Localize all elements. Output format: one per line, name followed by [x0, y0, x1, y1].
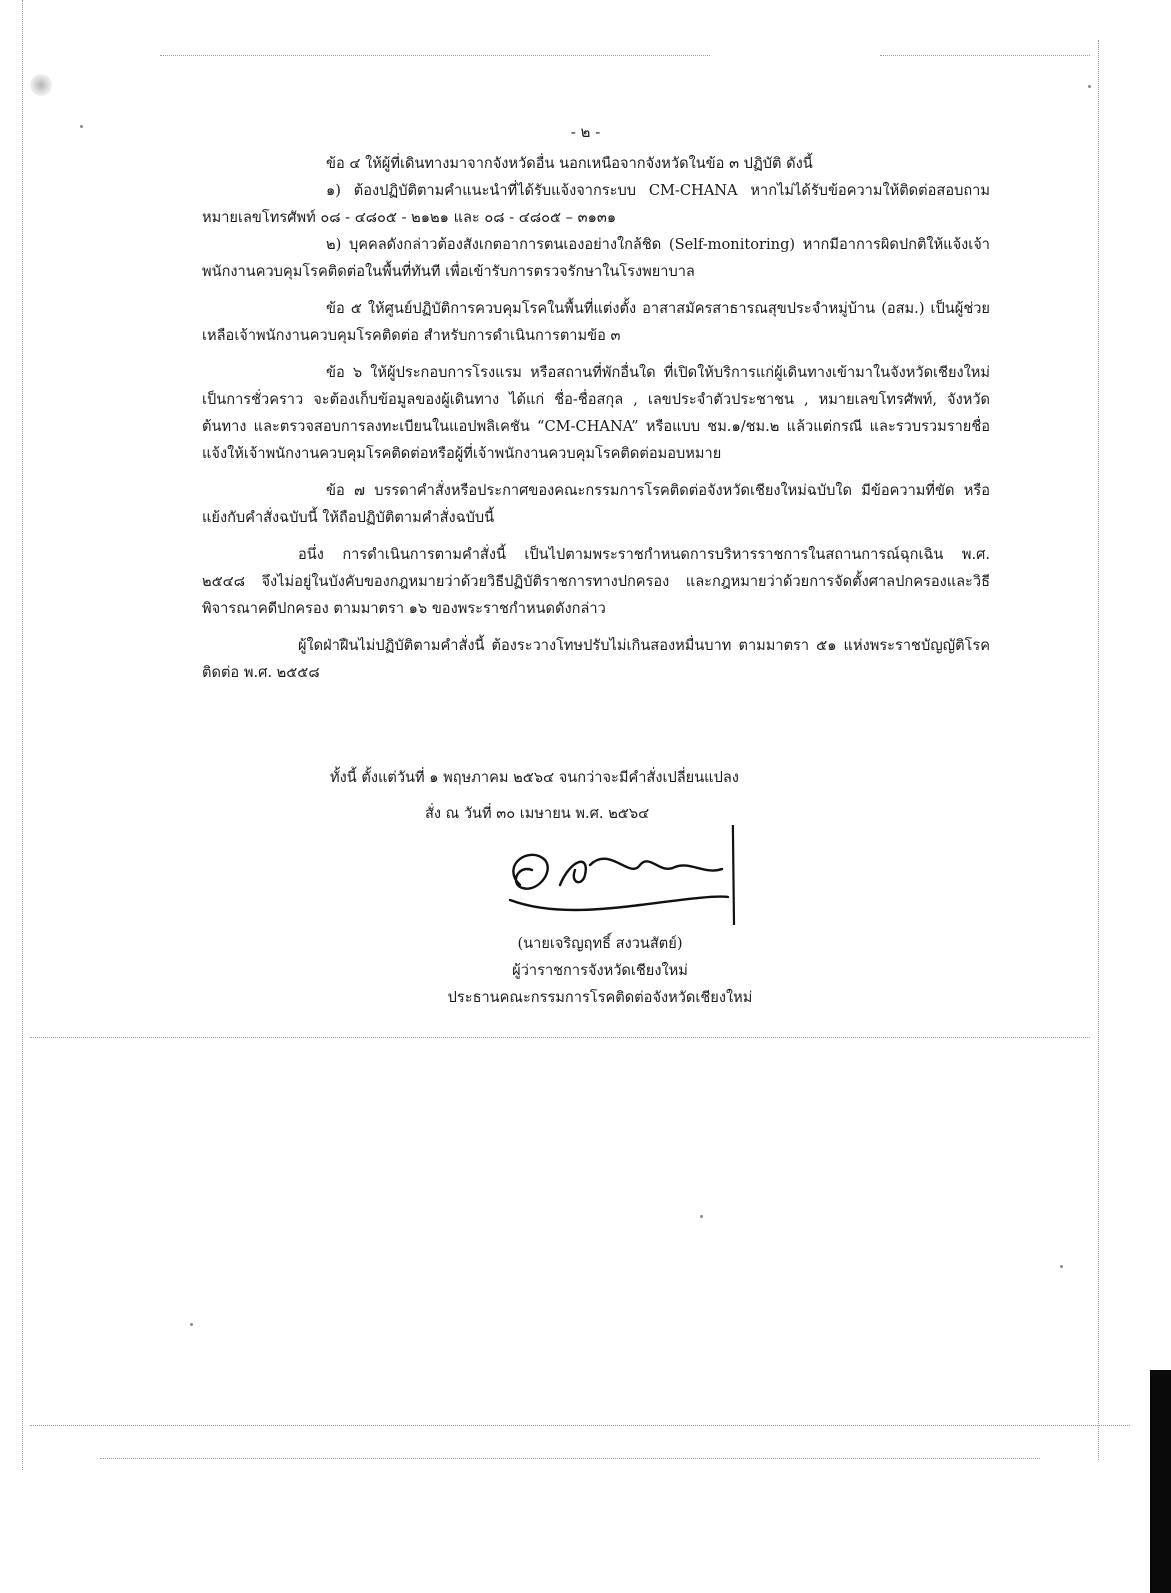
clause-7: ข้อ ๗ บรรดาคำสั่งหรือประกาศของคณะกรรมการโรคติดต่อจังหวัดเชียงใหม่ฉบับใด มีข้อความที่ขัด หรือแย้งกับคำสั่งฉบับนี้ ให้ถือปฏิบัติตามคำสั่งฉบับนี้: [202, 482, 990, 526]
handwritten-signature: [490, 825, 740, 945]
clause-4-item-1: ๑) ต้องปฏิบัติตามคำแนะนำที่ได้รับแจ้งจากระบบ CM-CHANA หากไม่ได้รับข้อความให้ติดต่อสอบถามหมายเลขโทรศัพท์ ๐๘ - ๔๘๐๕ - ๒๑๒๑ และ ๐๘ - ๔๘๐๕ – ๓๑๓๑: [202, 182, 990, 226]
clause-4-item-2: ๒) บุคคลดังกล่าวต้องสังเกตอาการตนเองอย่างใกล้ชิด (Self-monitoring) หากมีอาการผิดปกติให้แจ้งเจ้าพนักงานควบคุมโรคติดต่อในพื้นที่ทันที เพื่อเข้ารับการตรวจรักษาในโรงพยาบาล: [202, 236, 990, 280]
legal-note: อนึ่ง การดำเนินการตามคำสั่งนี้ เป็นไปตามพระราชกำหนดการบริหารราชการในสถานการณ์ฉุกเฉิน พ.ศ. ๒๕๔๘ จึงไม่อยู่ในบังคับของกฎหมายว่าด้วยวิธีปฏิบัติราชการทางปกครอง และกฎหมายว่าด้วยการจัดตั้งศาลปกครองและวิธีพิจารณาคดีปกครอง ตามมาตรา ๑๖ ของพระราชกำหนดดังกล่าว: [202, 546, 990, 617]
mid-scan-line: [30, 1037, 1090, 1038]
scan-edge-shadow: [1150, 1370, 1171, 1593]
effective-date-line: ทั้งนี้ ตั้งแต่วันที่ ๑ พฤษภาคม ๒๕๖๔ จนกว่าจะมีคำสั่งเปลี่ยนแปลง: [330, 769, 739, 786]
top-scan-line: [160, 55, 710, 56]
scan-smudge: [30, 74, 52, 96]
clause-4: ข้อ ๔ ให้ผู้ที่เดินทางมาจากจังหวัดอื่น นอกเหนือจากจังหวัดในข้อ ๓ ปฏิบัติ ดังนี้: [326, 155, 813, 172]
left-margin-scan-line: [22, 0, 23, 1470]
bottom-scan-line: [100, 1458, 1040, 1459]
signatory-position-governor: ผู้ว่าราชการจังหวัดเชียงใหม่: [512, 962, 688, 979]
scan-speck: [700, 1215, 703, 1218]
lower-scan-line: [30, 1425, 1130, 1426]
order-date-line: สั่ง ณ วันที่ ๓๐ เมษายน พ.ศ. ๒๕๖๔: [425, 805, 650, 822]
penalty-clause: ผู้ใดฝ่าฝืนไม่ปฏิบัติตามคำสั่งนี้ ต้องระวางโทษปรับไม่เกินสองหมื่นบาท ตามมาตรา ๕๑ แห่งพระราชบัญญัติโรคติดต่อ พ.ศ. ๒๕๕๘: [202, 637, 990, 681]
signatory-position-chair: ประธานคณะกรรมการโรคติดต่อจังหวัดเชียงใหม่: [447, 989, 753, 1006]
scan-speck: [1060, 1265, 1063, 1268]
signatory-name: (นายเจริญฤทธิ์ สงวนสัตย์): [517, 935, 683, 952]
scan-speck: [1088, 85, 1091, 88]
scan-speck: [190, 1323, 193, 1326]
clause-5: ข้อ ๕ ให้ศูนย์ปฏิบัติการควบคุมโรคในพื้นที่แต่งตั้ง อาสาสมัครสาธารณสุขประจำหมู่บ้าน (อสม.) เป็นผู้ช่วยเหลือเจ้าพนักงานควบคุมโรคติดต่อ สำหรับการดำเนินการตามข้อ ๓: [202, 300, 990, 344]
signature-block: [400, 930, 800, 1011]
page-number: - ๒ -: [570, 123, 601, 141]
top-scan-line-2: [880, 55, 1090, 56]
right-margin-scan-line: [1098, 40, 1099, 1460]
document-body: [202, 150, 990, 686]
clause-6: ข้อ ๖ ให้ผู้ประกอบการโรงแรม หรือสถานที่พักอื่นใด ที่เปิดให้บริการแก่ผู้เดินทางเข้ามาในจังหวัดเชียงใหม่เป็นการชั่วคราว จะต้องเก็บข้อมูลของผู้เดินทาง ได้แก่ ชื่อ-ชื่อสกุล , เลขประจำตัวประชาชน , หมายเลขโทรศัพท์, จังหวัดต้นทาง และตรวจสอบการลงทะเบียนในแอปพลิเคชัน “CM-CHANA” หรือแบบ ชม.๑/ชม.๒ แล้วแต่กรณี และรวบรวมรายชื่อแจ้งให้เจ้าพนักงานควบคุมโรคติดต่อหรือผู้ที่เจ้าพนักงานควบคุมโรคติดต่อมอบหมาย: [202, 364, 990, 462]
